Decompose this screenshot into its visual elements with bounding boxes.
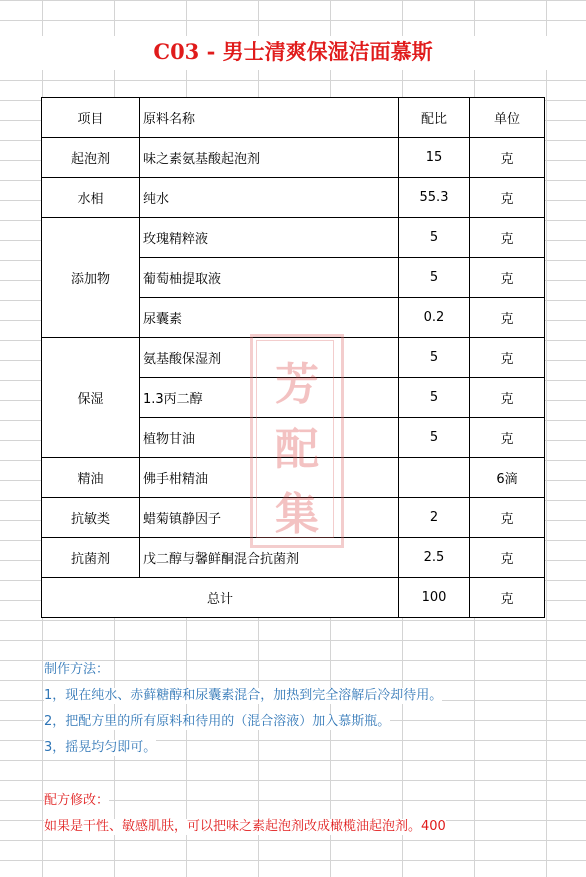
header-ratio: 配比 <box>399 98 470 138</box>
unit-cell: 克 <box>470 298 545 338</box>
unit-cell: 克 <box>470 258 545 298</box>
ingredient-cell: 葡萄柚提取液 <box>140 258 399 298</box>
formula-table-body <box>42 98 545 618</box>
ingredient-cell: 佛手柑精油 <box>140 458 399 498</box>
ratio-cell: 5 <box>399 258 470 298</box>
method-step-2: 2，把配方里的所有原料和待用的（混合溶液）加入慕斯瓶。 <box>44 714 391 729</box>
modification-heading: 配方修改： <box>44 793 110 808</box>
ingredient-cell: 味之素氨基酸起泡剂 <box>140 138 399 178</box>
total-ratio: 100 <box>399 578 470 618</box>
ingredient-cell: 1.3丙二醇 <box>140 378 399 418</box>
unit-cell: 克 <box>470 178 545 218</box>
ingredient-cell: 戊二醇与馨鲜酮混合抗菌剂 <box>140 538 399 578</box>
modification-text: 如果是干性、敏感肌肤，可以把味之素起泡剂改成橄榄油起泡剂。400 <box>44 819 446 834</box>
header-ingredient: 原料名称 <box>140 98 399 138</box>
category-cell: 保湿 <box>42 338 140 458</box>
unit-cell: 克 <box>470 498 545 538</box>
ingredient-cell: 尿囊素 <box>140 298 399 338</box>
table-row <box>42 218 545 258</box>
total-row <box>42 578 545 618</box>
method-heading: 制作方法： <box>44 662 110 677</box>
ratio-cell: 15 <box>399 138 470 178</box>
ratio-cell: 5 <box>399 378 470 418</box>
ingredient-cell: 植物甘油 <box>140 418 399 458</box>
method-step-1: 1，现在纯水、赤藓糖醇和尿囊素混合，加热到完全溶解后冷却待用。 <box>44 688 443 703</box>
table-row <box>42 338 545 378</box>
ingredient-cell: 蜡菊镇静因子 <box>140 498 399 538</box>
unit-cell: 克 <box>470 378 545 418</box>
method-step-3: 3，摇晃均匀即可。 <box>44 740 157 755</box>
total-label: 总计 <box>42 578 399 618</box>
ratio-cell: 0.2 <box>399 298 470 338</box>
category-cell: 精油 <box>42 458 140 498</box>
table-row <box>42 138 545 178</box>
category-cell: 抗菌剂 <box>42 538 140 578</box>
stamp-char-2: 配 <box>275 424 319 475</box>
ingredient-cell: 氨基酸保湿剂 <box>140 338 399 378</box>
ratio-cell: 5 <box>399 218 470 258</box>
unit-cell: 克 <box>470 418 545 458</box>
unit-cell: 6滴 <box>470 458 545 498</box>
category-cell: 起泡剂 <box>42 138 140 178</box>
ratio-cell: 55.3 <box>399 178 470 218</box>
ratio-cell: 2.5 <box>399 538 470 578</box>
category-cell: 抗敏类 <box>42 498 140 538</box>
ratio-cell: 5 <box>399 338 470 378</box>
category-cell: 水相 <box>42 178 140 218</box>
ratio-cell: 2 <box>399 498 470 538</box>
category-cell: 添加物 <box>42 218 140 338</box>
table-row <box>42 498 545 538</box>
unit-cell: 克 <box>470 338 545 378</box>
unit-cell: 克 <box>470 538 545 578</box>
formula-table <box>41 97 545 618</box>
ratio-cell <box>399 458 470 498</box>
table-header-row <box>42 98 545 138</box>
stamp-char-1: 芳 <box>275 359 319 410</box>
header-unit: 单位 <box>470 98 545 138</box>
ingredient-cell: 玫瑰精粹液 <box>140 218 399 258</box>
table-row <box>42 538 545 578</box>
total-unit: 克 <box>470 578 545 618</box>
unit-cell: 克 <box>470 218 545 258</box>
ingredient-cell: 纯水 <box>140 178 399 218</box>
ratio-cell: 5 <box>399 418 470 458</box>
table-row <box>42 458 545 498</box>
unit-cell: 克 <box>470 138 545 178</box>
stamp-char-3: 集 <box>275 489 319 540</box>
page-title: C03 - 男士清爽保湿洁面慕斯 <box>0 36 586 70</box>
table-row <box>42 178 545 218</box>
header-category: 项目 <box>42 98 140 138</box>
